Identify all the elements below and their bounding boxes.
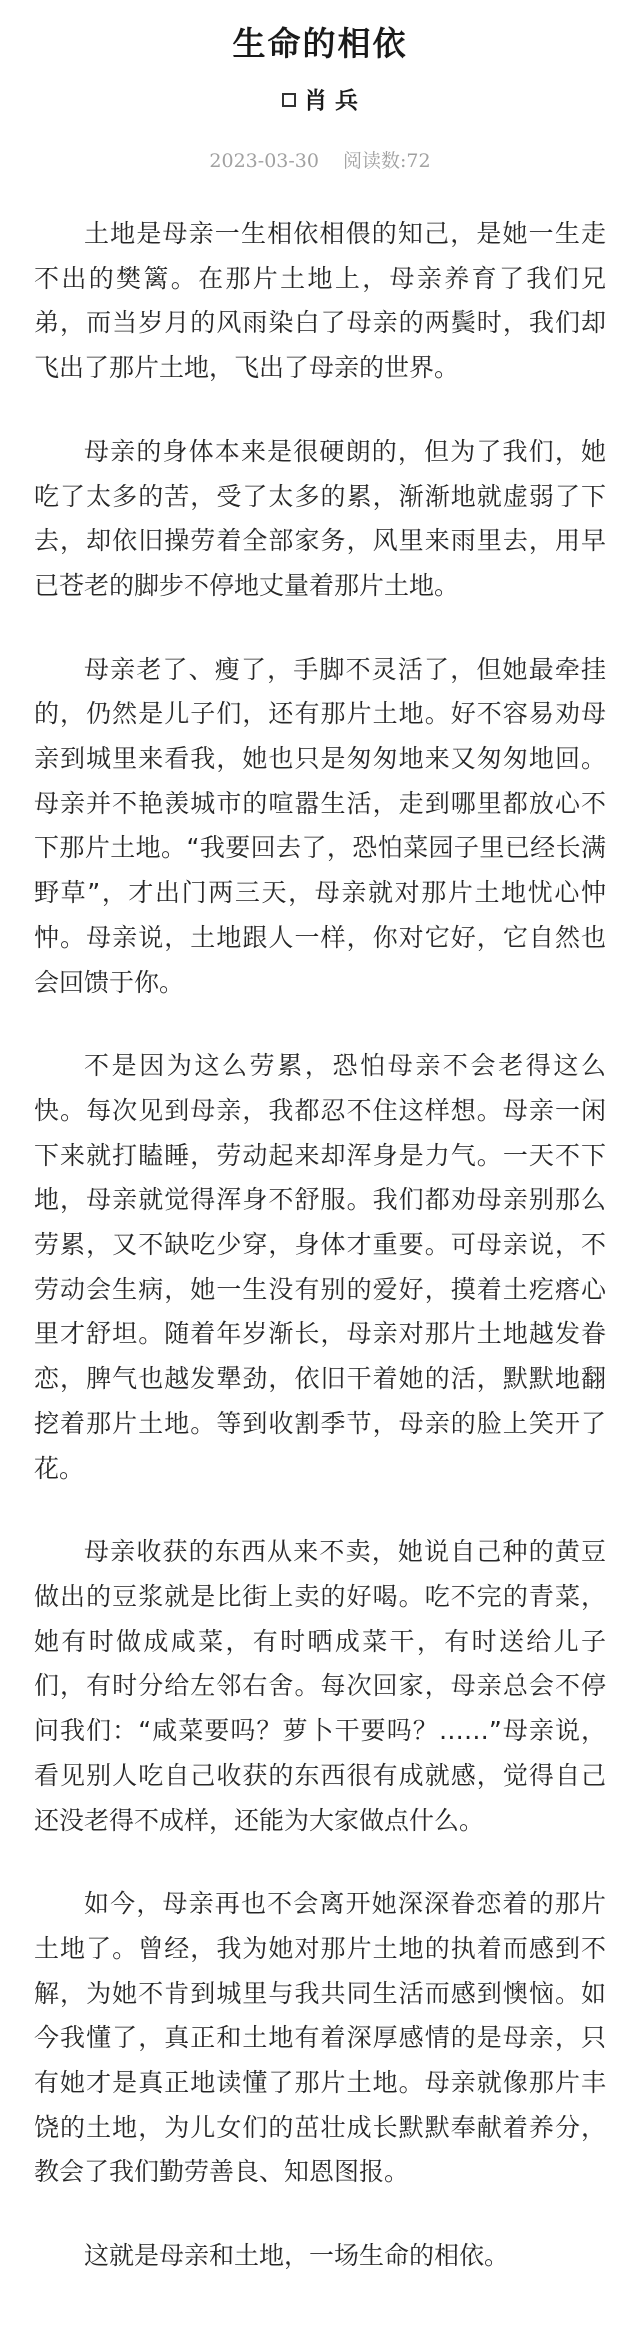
- author-line: [0, 86, 640, 116]
- author-name: 肖 兵: [303, 88, 358, 114]
- paragraph: 不是因为这么劳累，恐怕母亲不会老得这么快。每次见到母亲，我都忍不住这样想。母亲一闲下来就打瞌睡，劳动起来却浑身是力气。一天不下地，母亲就觉得浑身不舒服。我们都劝母亲别那么劳累，又不缺吃少穿，身体才重要。可母亲说，不劳动会生病，她一生没有别的爱好，摸着土疙瘩心里才舒坦。随着年岁渐长，母亲对那片土地越发眷恋，脾气也越发犟劲，依旧干着她的活，默默地翻挖着那片土地。等到收割季节，母亲的脸上笑开了花。: [34, 1051, 606, 1483]
- square-icon: [282, 93, 296, 107]
- paragraph: 如今，母亲再也不会离开她深深眷恋着的那片土地了。曾经，我为她对那片土地的执着而感到不解，为她不肯到城里与我共同生活而感到懊恼。如今我懂了，真正和土地有着深厚感情的是母亲，只有她才是真正地读懂了那片土地。母亲就像那片丰饶的土地，为儿女们的茁壮成长默默奉献着养分，教会了我们勤劳善良、知恩图报。: [34, 1889, 606, 2187]
- article-title: 生命的相依: [232, 24, 408, 63]
- paragraph: 母亲收获的东西从来不卖，她说自己种的黄豆做出的豆浆就是比街上卖的好喝。吃不完的青菜，她有时做成咸菜，有时晒成菜干，有时送给儿子们，有时分给左邻右舍。每次回家，母亲总会不停问我们：“咸菜要吗？萝卜干要吗？……”母亲说，看见别人吃自己收获的东西很有成就感，觉得自己还没老得不成样，还能为大家做点什么。: [34, 1537, 606, 1835]
- paragraph: 土地是母亲一生相依相偎的知己，是她一生走不出的樊篱。在那片土地上，母亲养育了我们兄弟，而当岁月的风雨染白了母亲的两鬓时，我们却飞出了那片土地，飞出了母亲的世界。: [34, 219, 606, 383]
- read-count: 阅读数:72: [342, 150, 431, 172]
- article-meta: [0, 148, 640, 174]
- paragraph: 这就是母亲和土地，一场生命的相依。: [84, 2241, 510, 2271]
- publish-date: 2023-03-30: [209, 150, 319, 172]
- paragraph: 母亲老了、瘦了，手脚不灵活了，但她最牵挂的，仍然是儿子们，还有那片土地。好不容易劝母亲到城里来看我，她也只是匆匆地来又匆匆地回。母亲并不艳羡城市的喧嚣生活，走到哪里都放心不下那片土地。“我要回去了，恐怕菜园子里已经长满野草”，才出门两三天，母亲就对那片土地忧心忡忡。母亲说，土地跟人一样，你对它好，它自然也会回馈于你。: [34, 654, 606, 997]
- article-body: [34, 212, 606, 2318]
- paragraph: 母亲的身体本来是很硬朗的，但为了我们，她吃了太多的苦，受了太多的累，渐渐地就虚弱了下去，却依旧操劳着全部家务，风里来雨里去，用早已苍老的脚步不停地丈量着那片土地。: [34, 436, 606, 600]
